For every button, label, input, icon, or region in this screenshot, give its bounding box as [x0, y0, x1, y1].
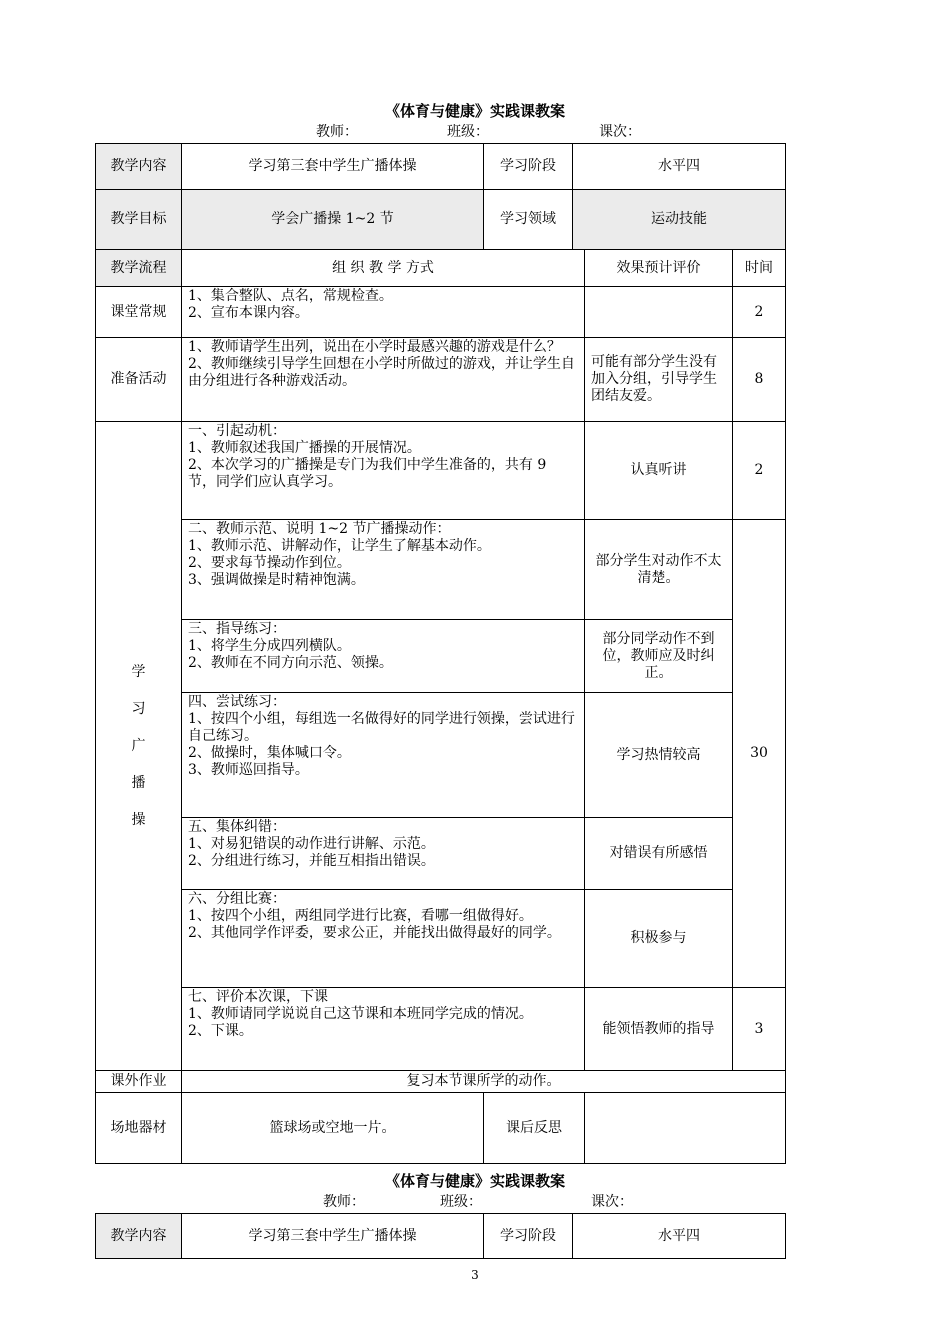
routine-line: 2、宣布本课内容。 [188, 305, 309, 321]
prep-eval: 可能有部分学生没有加入分组，引导学生团结友爱。 [585, 338, 733, 422]
stage-value: 水平四 [573, 144, 786, 190]
step-line: 2、教师在不同方向示范、领操。 [188, 655, 393, 671]
step-line: 2、做操时，集体喊口令。 [188, 745, 351, 761]
reflect-value [585, 1093, 786, 1164]
prep-line: 1、教师请学生出列，说出在小学时最感兴趣的游戏是什么？ [188, 339, 561, 355]
learn-label-char: 学 [131, 663, 146, 680]
learn-eval-5: 对错误有所感悟 [585, 818, 733, 890]
doc2-title: 《体育与健康》实践课教案 [384, 1172, 565, 1190]
page-number: 3 [471, 1268, 479, 1282]
stage-label: 学习阶段 [484, 144, 573, 190]
step-line: 1、教师叙述我国广播操的开展情况。 [188, 440, 421, 456]
step-line: 五、集体纠错： [188, 819, 286, 835]
learn-eval-3: 部分同学动作不到位，教师应及时纠正。 [585, 620, 733, 693]
goal-value: 学会广播操 1~2 节 [182, 190, 484, 250]
learn-time-2: 30 [733, 520, 786, 988]
routine-line: 1、集合整队、点名，常规检查。 [188, 288, 393, 304]
learn-time-1: 2 [733, 422, 786, 520]
homework-value: 复习本节课所学的动作。 [182, 1071, 786, 1093]
learn-step-5 [182, 818, 585, 890]
step-line: 1、对易犯错误的动作进行讲解、示范。 [188, 836, 435, 852]
prep-method [182, 338, 585, 422]
doc2-teacher-label: 教师： [323, 1194, 365, 1210]
prep-line: 2、教师继续引导学生回想在小学时所做过的游戏，并让学生自由分组进行各种游戏活动。 [188, 356, 575, 389]
doc2-lesson-label: 课次： [591, 1194, 633, 1210]
learn-step-2 [182, 520, 585, 620]
step-line: 六、分组比赛： [188, 891, 286, 907]
learn-eval-6: 积极参与 [585, 890, 733, 988]
learn-label-char: 播 [131, 774, 146, 791]
doc-title: 《体育与健康》实践课教案 [384, 102, 565, 120]
flow-header: 教学流程 [96, 250, 182, 287]
step-line: 1、教师示范、讲解动作，让学生了解基本动作。 [188, 538, 491, 554]
routine-time: 2 [733, 287, 786, 338]
teacher-label: 教师： [316, 124, 358, 140]
method-header: 组 织 教 学 方式 [182, 250, 585, 287]
doc2-stage-label: 学习阶段 [484, 1214, 573, 1259]
homework-label: 课外作业 [96, 1071, 182, 1093]
step-line: 2、分组进行练习，并能互相指出错误。 [188, 853, 435, 869]
learn-label-char: 操 [131, 811, 146, 828]
doc2-table [95, 1213, 786, 1259]
learn-label [96, 422, 182, 1071]
doc2-content-label: 教学内容 [96, 1214, 182, 1259]
learn-time-7: 3 [733, 988, 786, 1071]
lesson-plan-table [95, 143, 786, 1164]
step-line: 2、其他同学作评委，要求公正，并能找出做得最好的同学。 [188, 925, 561, 941]
prep-time: 8 [733, 338, 786, 422]
learn-eval-1: 认真听讲 [585, 422, 733, 520]
learn-step-6 [182, 890, 585, 988]
learn-step-7 [182, 988, 585, 1071]
eval-header: 效果预计评价 [585, 250, 733, 287]
step-line: 七、评价本次课，下课 [188, 989, 328, 1005]
step-line: 3、强调做操是时精神饱满。 [188, 572, 365, 588]
learn-label-char: 习 [131, 700, 146, 717]
learn-step-3 [182, 620, 585, 693]
doc2-content-value: 学习第三套中学生广播体操 [182, 1214, 484, 1259]
routine-label: 课堂常规 [96, 287, 182, 338]
goal-label: 教学目标 [96, 190, 182, 250]
field-label: 学习领域 [484, 190, 573, 250]
step-line: 2、要求每节操动作到位。 [188, 555, 351, 571]
step-line: 1、按四个小组，两组同学进行比赛，看哪一组做得好。 [188, 908, 533, 924]
routine-method [182, 287, 585, 338]
equipment-value: 篮球场或空地一片。 [182, 1093, 484, 1164]
content-label: 教学内容 [96, 144, 182, 190]
step-line: 1、将学生分成四列横队。 [188, 638, 351, 654]
step-line: 二、教师示范、说明 1~2 节广播操动作： [188, 521, 451, 537]
learn-step-1 [182, 422, 585, 520]
step-line: 2、下课。 [188, 1023, 253, 1039]
step-line: 一、引起动机： [188, 423, 286, 439]
learn-eval-4: 学习热情较高 [585, 693, 733, 818]
step-line: 四、尝试练习： [188, 694, 286, 710]
step-line: 1、教师请同学说说自己这节课和本班同学完成的情况。 [188, 1006, 533, 1022]
learn-step-4 [182, 693, 585, 818]
content-value: 学习第三套中学生广播体操 [182, 144, 484, 190]
prep-label: 准备活动 [96, 338, 182, 422]
learn-eval-2: 部分学生对动作不太清楚。 [585, 520, 733, 620]
doc2-stage-value: 水平四 [573, 1214, 786, 1259]
time-header: 时间 [733, 250, 786, 287]
doc2-class-label: 班级： [440, 1194, 482, 1210]
lesson-label: 课次： [599, 124, 641, 140]
learn-eval-7: 能领悟教师的指导 [585, 988, 733, 1071]
class-label: 班级： [447, 124, 489, 140]
learn-label-char: 广 [131, 737, 146, 754]
field-value: 运动技能 [573, 190, 786, 250]
step-line: 三、指导练习： [188, 621, 286, 637]
equipment-label: 场地器材 [96, 1093, 182, 1164]
reflect-label: 课后反思 [484, 1093, 585, 1164]
routine-eval [585, 287, 733, 338]
step-line: 3、教师巡回指导。 [188, 762, 309, 778]
step-line: 2、本次学习的广播操是专门为我们中学生准备的，共有 9 节，同学们应认真学习。 [188, 457, 547, 490]
step-line: 1、按四个小组，每组选一名做得好的同学进行领操，尝试进行自己练习。 [188, 711, 575, 744]
